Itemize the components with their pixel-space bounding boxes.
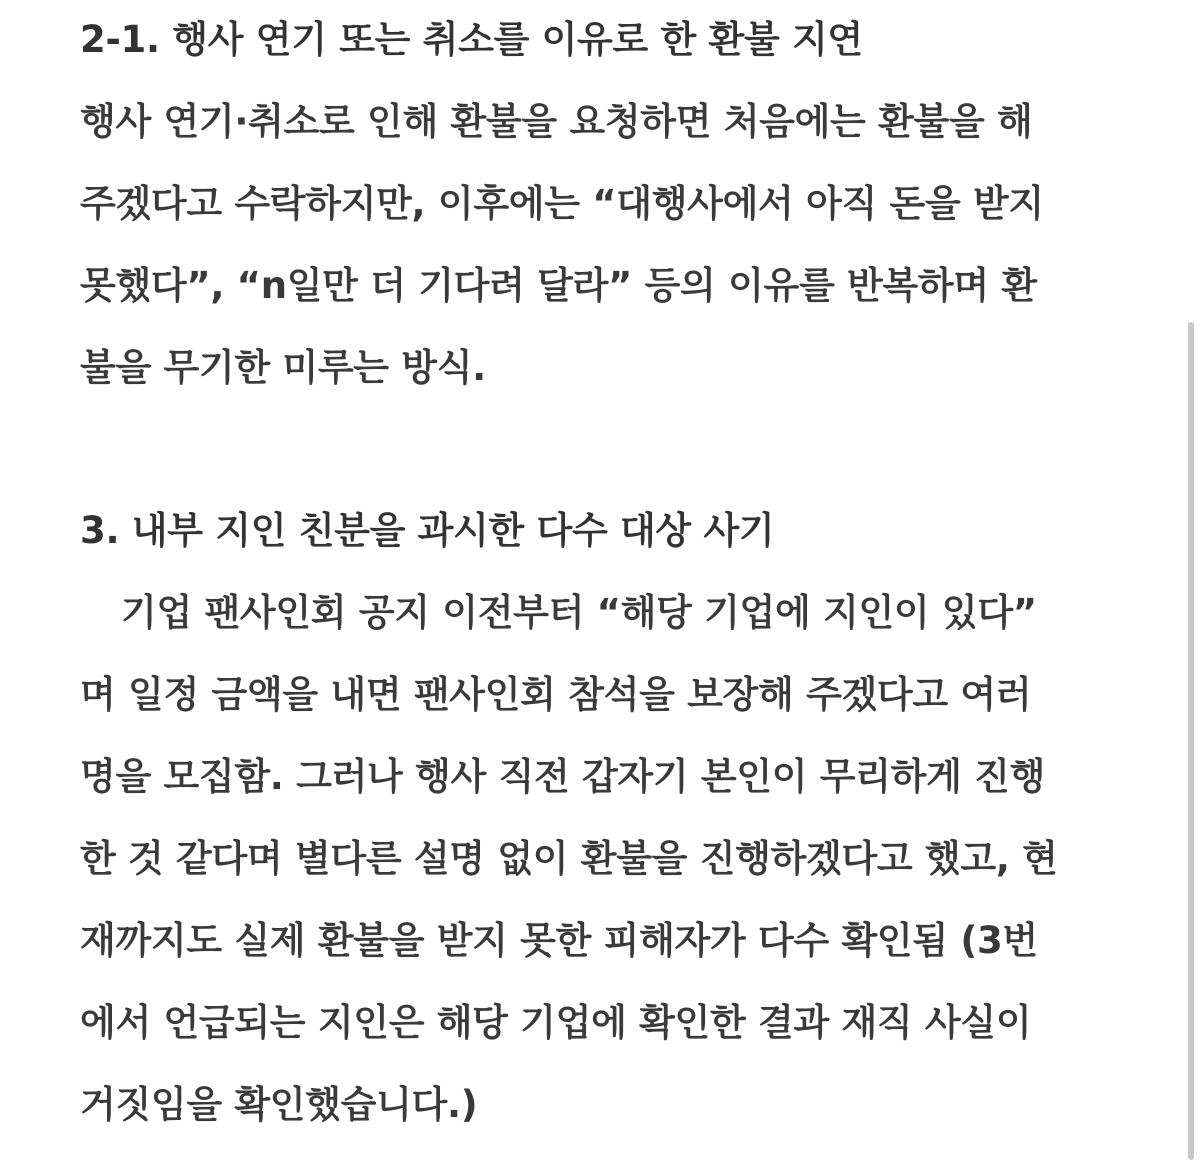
section-2-1-line: 못했다”, “n일만 더 기다려 달라” 등의 이유를 반복하며 환 [80,264,1037,307]
section-3-line: 기업 팬사인회 공지 이전부터 “해당 기업에 지인이 있다” [121,591,1037,634]
section-3-line: 명을 모집함. 그러나 행사 직전 갑자기 본인이 무리하게 진행 [80,755,1046,798]
section-2-1-line: 주겠다고 수락하지만, 이후에는 “대행사에서 아직 돈을 받지 [80,182,1044,225]
section-3-line: 재까지도 실제 환불을 받지 못한 피해자가 다수 확인됨 (3번 [80,919,1038,962]
section-2-1-line: 불을 무기한 미루는 방식. [80,346,486,389]
section-3-heading: 3. 내부 지인 친분을 과시한 다수 대상 사기 [80,509,775,552]
section-3-line: 거짓임을 확인했습니다.) [80,1083,478,1126]
section-3-line: 한 것 같다며 별다른 설명 없이 환불을 진행하겠다고 했고, 현 [80,837,1058,880]
section-2-1-heading: 2-1. 행사 연기 또는 취소를 이유로 한 환불 지연 [80,18,863,61]
vertical-scrollbar[interactable] [1188,322,1194,1160]
section-2-1-line: 행사 연기·취소로 인해 환불을 요청하면 처음에는 환불을 해 [80,100,1033,143]
section-3-line: 에서 언급되는 지인은 해당 기업에 확인한 결과 재직 사실이 [80,1001,1032,1044]
section-3-line: 며 일정 금액을 내면 팬사인회 참석을 보장해 주겠다고 여러 [80,673,1032,716]
